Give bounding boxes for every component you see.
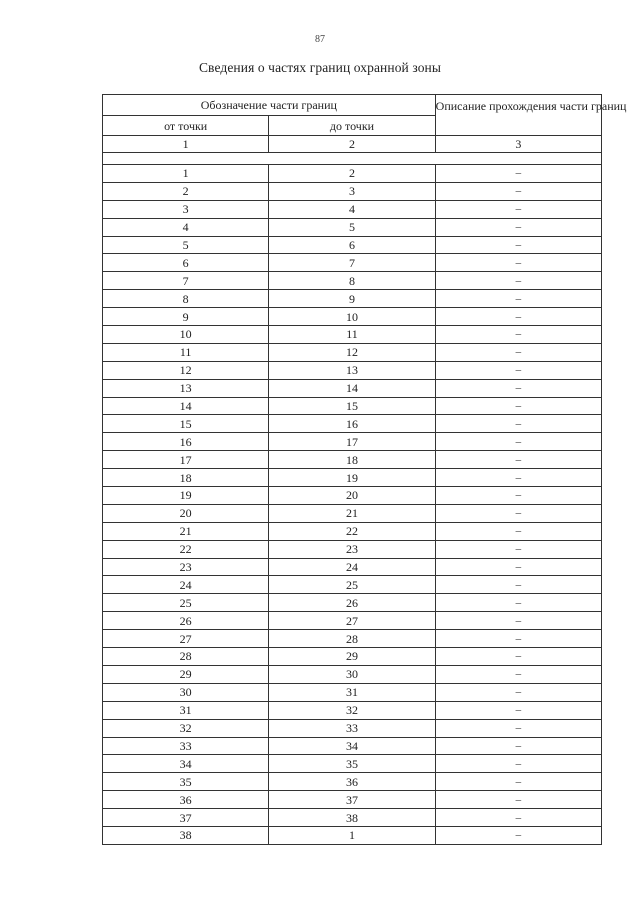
description-cell: – — [435, 648, 601, 666]
column-number-1: 1 — [103, 136, 269, 153]
from-point-cell: 21 — [103, 522, 269, 540]
from-point-cell: 29 — [103, 665, 269, 683]
table-row — [103, 737, 602, 755]
description-cell: – — [435, 576, 601, 594]
from-point-cell: 2 — [103, 182, 269, 200]
description-cell: – — [435, 200, 601, 218]
table-row — [103, 451, 602, 469]
from-point-cell: 20 — [103, 504, 269, 522]
table-row — [103, 308, 602, 326]
to-point-cell: 16 — [269, 415, 435, 433]
to-point-cell: 19 — [269, 469, 435, 487]
description-cell: – — [435, 826, 601, 844]
to-point-cell: 32 — [269, 701, 435, 719]
from-point-cell: 24 — [103, 576, 269, 594]
table-row — [103, 809, 602, 827]
description-cell: – — [435, 612, 601, 630]
header-boundary-part-designation: Обозначение части границ — [103, 95, 436, 116]
boundary-parts-table — [102, 94, 627, 845]
from-point-cell: 6 — [103, 254, 269, 272]
description-cell: – — [435, 254, 601, 272]
table-row — [103, 594, 602, 612]
table-row — [103, 343, 602, 361]
to-point-cell: 8 — [269, 272, 435, 290]
from-point-cell: 28 — [103, 648, 269, 666]
description-cell: – — [435, 791, 601, 809]
table-row — [103, 397, 602, 415]
from-point-cell: 27 — [103, 630, 269, 648]
table-row — [103, 469, 602, 487]
description-cell: – — [435, 540, 601, 558]
description-cell: – — [435, 326, 601, 344]
from-point-cell: 34 — [103, 755, 269, 773]
table-row — [103, 612, 602, 630]
to-point-cell: 3 — [269, 182, 435, 200]
from-point-cell: 14 — [103, 397, 269, 415]
to-point-cell: 9 — [269, 290, 435, 308]
table-row — [103, 648, 602, 666]
table-row — [103, 487, 602, 505]
from-point-cell: 30 — [103, 683, 269, 701]
to-point-cell: 20 — [269, 487, 435, 505]
description-cell: – — [435, 343, 601, 361]
to-point-cell: 29 — [269, 648, 435, 666]
description-cell: – — [435, 755, 601, 773]
table-row — [103, 415, 602, 433]
from-point-cell: 23 — [103, 558, 269, 576]
table-row — [103, 630, 602, 648]
from-point-cell: 1 — [103, 165, 269, 183]
table-row — [103, 791, 602, 809]
to-point-cell: 4 — [269, 200, 435, 218]
description-cell: – — [435, 451, 601, 469]
table-row — [103, 755, 602, 773]
to-point-cell: 30 — [269, 665, 435, 683]
spacer-cell — [103, 153, 602, 165]
description-cell: – — [435, 397, 601, 415]
to-point-cell: 15 — [269, 397, 435, 415]
to-point-cell: 31 — [269, 683, 435, 701]
table-row — [103, 540, 602, 558]
description-cell: – — [435, 415, 601, 433]
from-point-cell: 15 — [103, 415, 269, 433]
description-cell: – — [435, 272, 601, 290]
from-point-cell: 7 — [103, 272, 269, 290]
table-row — [103, 236, 602, 254]
page-number: 87 — [315, 34, 325, 45]
from-point-cell: 38 — [103, 826, 269, 844]
description-cell: – — [435, 379, 601, 397]
description-cell: – — [435, 433, 601, 451]
table-spacer-row — [103, 153, 602, 165]
table-row — [103, 182, 602, 200]
description-cell: – — [435, 558, 601, 576]
description-cell: – — [435, 504, 601, 522]
description-cell: – — [435, 165, 601, 183]
to-point-cell: 1 — [269, 826, 435, 844]
to-point-cell: 11 — [269, 326, 435, 344]
description-cell: – — [435, 630, 601, 648]
description-cell: – — [435, 773, 601, 791]
table-row — [103, 701, 602, 719]
table-row — [103, 522, 602, 540]
to-point-cell: 14 — [269, 379, 435, 397]
table-row — [103, 665, 602, 683]
from-point-cell: 35 — [103, 773, 269, 791]
from-point-cell: 18 — [103, 469, 269, 487]
to-point-cell: 17 — [269, 433, 435, 451]
to-point-cell: 27 — [269, 612, 435, 630]
description-cell: – — [435, 308, 601, 326]
from-point-cell: 33 — [103, 737, 269, 755]
table-row — [103, 773, 602, 791]
from-point-cell: 17 — [103, 451, 269, 469]
from-point-cell: 37 — [103, 809, 269, 827]
from-point-cell: 25 — [103, 594, 269, 612]
from-point-cell: 19 — [103, 487, 269, 505]
to-point-cell: 36 — [269, 773, 435, 791]
table-row — [103, 165, 602, 183]
table-row — [103, 272, 602, 290]
to-point-cell: 34 — [269, 737, 435, 755]
table-row — [103, 576, 602, 594]
from-point-cell: 5 — [103, 236, 269, 254]
to-point-cell: 24 — [269, 558, 435, 576]
table-row — [103, 326, 602, 344]
to-point-cell: 21 — [269, 504, 435, 522]
table-row — [103, 719, 602, 737]
to-point-cell: 13 — [269, 361, 435, 379]
from-point-cell: 12 — [103, 361, 269, 379]
to-point-cell: 25 — [269, 576, 435, 594]
description-cell: – — [435, 469, 601, 487]
description-cell: – — [435, 737, 601, 755]
table-row — [103, 218, 602, 236]
description-cell: – — [435, 218, 601, 236]
to-point-cell: 26 — [269, 594, 435, 612]
description-cell: – — [435, 809, 601, 827]
column-number-3: 3 — [435, 136, 601, 153]
to-point-cell: 18 — [269, 451, 435, 469]
to-point-cell: 38 — [269, 809, 435, 827]
column-number-row — [103, 136, 602, 153]
to-point-cell: 28 — [269, 630, 435, 648]
from-point-cell: 26 — [103, 612, 269, 630]
description-cell: – — [435, 290, 601, 308]
table-row — [103, 504, 602, 522]
table-header-row — [103, 95, 602, 116]
to-point-cell: 35 — [269, 755, 435, 773]
document-title: Сведения о частях границ охранной зоны — [198, 60, 442, 75]
to-point-cell: 2 — [269, 165, 435, 183]
table-row — [103, 433, 602, 451]
description-cell: – — [435, 701, 601, 719]
header-from-point: от точки — [103, 116, 269, 136]
to-point-cell: 10 — [269, 308, 435, 326]
from-point-cell: 16 — [103, 433, 269, 451]
description-cell: – — [435, 665, 601, 683]
to-point-cell: 22 — [269, 522, 435, 540]
to-point-cell: 23 — [269, 540, 435, 558]
description-cell: – — [435, 522, 601, 540]
to-point-cell: 37 — [269, 791, 435, 809]
description-cell: – — [435, 236, 601, 254]
table-row — [103, 361, 602, 379]
to-point-cell: 12 — [269, 343, 435, 361]
description-cell: – — [435, 719, 601, 737]
table-row — [103, 290, 602, 308]
table-row — [103, 558, 602, 576]
description-cell: – — [435, 683, 601, 701]
from-point-cell: 32 — [103, 719, 269, 737]
to-point-cell: 7 — [269, 254, 435, 272]
from-point-cell: 22 — [103, 540, 269, 558]
from-point-cell: 11 — [103, 343, 269, 361]
table-row — [103, 379, 602, 397]
description-cell: – — [435, 487, 601, 505]
from-point-cell: 13 — [103, 379, 269, 397]
description-cell: – — [435, 594, 601, 612]
to-point-cell: 5 — [269, 218, 435, 236]
header-to-point: до точки — [269, 116, 435, 136]
from-point-cell: 10 — [103, 326, 269, 344]
from-point-cell: 31 — [103, 701, 269, 719]
table-row — [103, 683, 602, 701]
table-row — [103, 254, 602, 272]
to-point-cell: 6 — [269, 236, 435, 254]
table-row — [103, 826, 602, 844]
description-cell: – — [435, 361, 601, 379]
description-cell: – — [435, 182, 601, 200]
from-point-cell: 3 — [103, 200, 269, 218]
table-row — [103, 200, 602, 218]
from-point-cell: 8 — [103, 290, 269, 308]
column-number-2: 2 — [269, 136, 435, 153]
header-boundary-description: Описание прохождения части границ — [435, 95, 601, 136]
from-point-cell: 9 — [103, 308, 269, 326]
from-point-cell: 4 — [103, 218, 269, 236]
to-point-cell: 33 — [269, 719, 435, 737]
from-point-cell: 36 — [103, 791, 269, 809]
